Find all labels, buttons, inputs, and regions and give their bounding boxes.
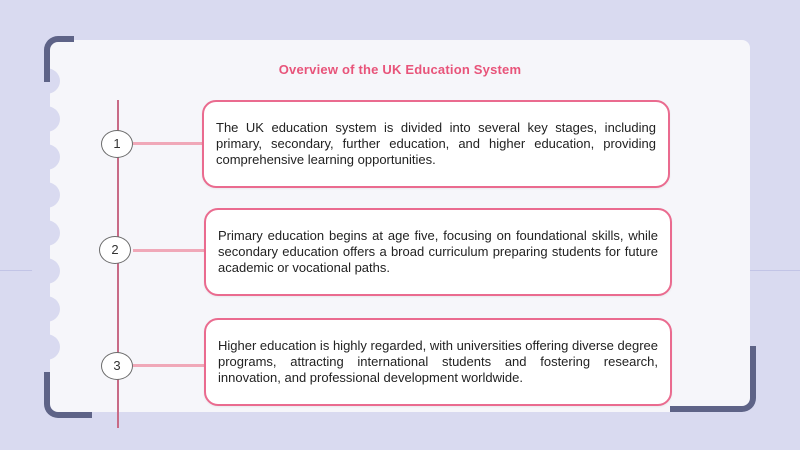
step-1-connector [133,142,203,145]
step-1-text: The UK education system is divided into several key stages, including primary, secondary, further education, and higher education, providing comprehensive learning opportunities. [216,120,656,167]
frame-corner-bottom-right [670,346,756,412]
card-edge-notch [32,334,60,360]
step-2-box [204,208,672,296]
diagram-title: Overview of the UK Education System [278,62,522,77]
step-1-box [202,100,670,188]
step-1-number-badge: 1 [101,130,133,158]
frame-corner-bottom-left [44,372,92,418]
card-edge-notch [32,144,60,170]
card-edge-notch [32,106,60,132]
step-3-number-badge: 3 [101,352,133,380]
card-edge-notch [32,296,60,322]
step-3-box [204,318,672,406]
step-3-text: Higher education is highly regarded, with universities offering diverse degree programs, attracting international students and fostering research, innovation, and professional development worldwide. [218,338,658,385]
step-2-number-badge: 2 [99,236,131,264]
card-edge-notch [32,258,60,284]
frame-corner-top-left [44,36,74,82]
card-edge-notch [32,182,60,208]
step-2-connector [133,249,205,252]
card-edge-notch [32,220,60,246]
step-3-connector [133,364,205,367]
step-2-text: Primary education begins at age five, focusing on foundational skills, while secondary education offers a broad curriculum preparing students for future academic or vocational paths. [218,228,658,275]
